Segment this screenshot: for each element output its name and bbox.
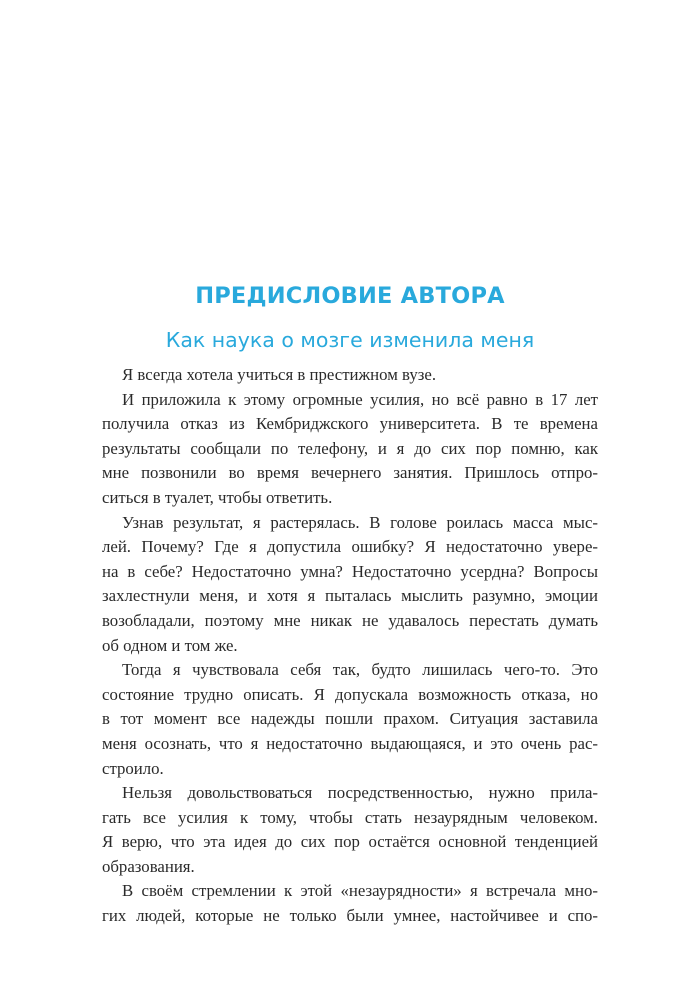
paragraph: [102, 363, 598, 388]
text-line: возобладали, поэтому мне никак не удавалось перестать думать: [102, 610, 598, 630]
text-line: Я всегда хотела учиться в престижном вузе.: [122, 365, 437, 384]
paragraph: [102, 511, 598, 659]
text-line: в тот момент все надежды пошли прахом. Ситуация заставила: [102, 709, 598, 729]
text-line: Я верю, что эта идея до сих пор остаётся основной тенденцией: [102, 832, 598, 852]
text-line: на в себе? Недостаточно умна? Недостаточно усердна? Вопросы: [102, 561, 598, 581]
paragraph: [102, 879, 598, 928]
text-line: гих людей, которые не только были умнее, настойчивее и спо-: [102, 906, 598, 926]
text-line: результаты сообщали по телефону, и я до сих пор помню, как: [102, 438, 598, 458]
text-line: строило.: [102, 758, 164, 778]
paragraph: [102, 658, 598, 781]
text-line: захлестнули меня, и хотя я пыталась мыслить разумно, эмоции: [102, 586, 598, 606]
text-line: лей. Почему? Где я допустила ошибку? Я недостаточно увере-: [102, 537, 598, 557]
text-line: Узнав результат, я растерялась. В голове роилась масса мыс-: [122, 512, 598, 532]
text-line: образования.: [102, 856, 195, 876]
chapter-subtitle: Как наука о мозге изменила меня: [165, 328, 535, 352]
paragraph: [102, 388, 598, 511]
text-line: гать все усилия к тому, чтобы стать незаурядным человеком.: [102, 807, 598, 827]
text-line: И приложила к этому огромные усилия, но всё равно в 17 лет: [122, 389, 598, 409]
text-line: получила отказ из Кембриджского университета. В те времена: [102, 414, 598, 434]
text-line: ситься в туалет, чтобы ответить.: [102, 487, 333, 507]
text-line: об одном и том же.: [102, 635, 238, 655]
text-line: меня осознать, что я недостаточно выдающаяся, и это очень рас-: [102, 733, 598, 753]
text-line: состояние трудно описать. Я допускала возможность отказа, но: [102, 684, 598, 704]
paragraph: [102, 781, 598, 879]
text-line: Нельзя довольствоваться посредственностью, нужно прила-: [122, 783, 598, 803]
text-line: мне позвонили во время вечернего занятия. Пришлось отпро-: [102, 463, 598, 483]
text-line: Тогда я чувствовала себя так, будто лишилась чего-то. Это: [122, 660, 598, 680]
chapter-title: ПРЕДИСЛОВИЕ АВТОРА: [195, 283, 505, 309]
body-text: [102, 363, 598, 929]
text-line: В своём стремлении к этой «незаурядности» я встречала мно-: [122, 881, 598, 901]
